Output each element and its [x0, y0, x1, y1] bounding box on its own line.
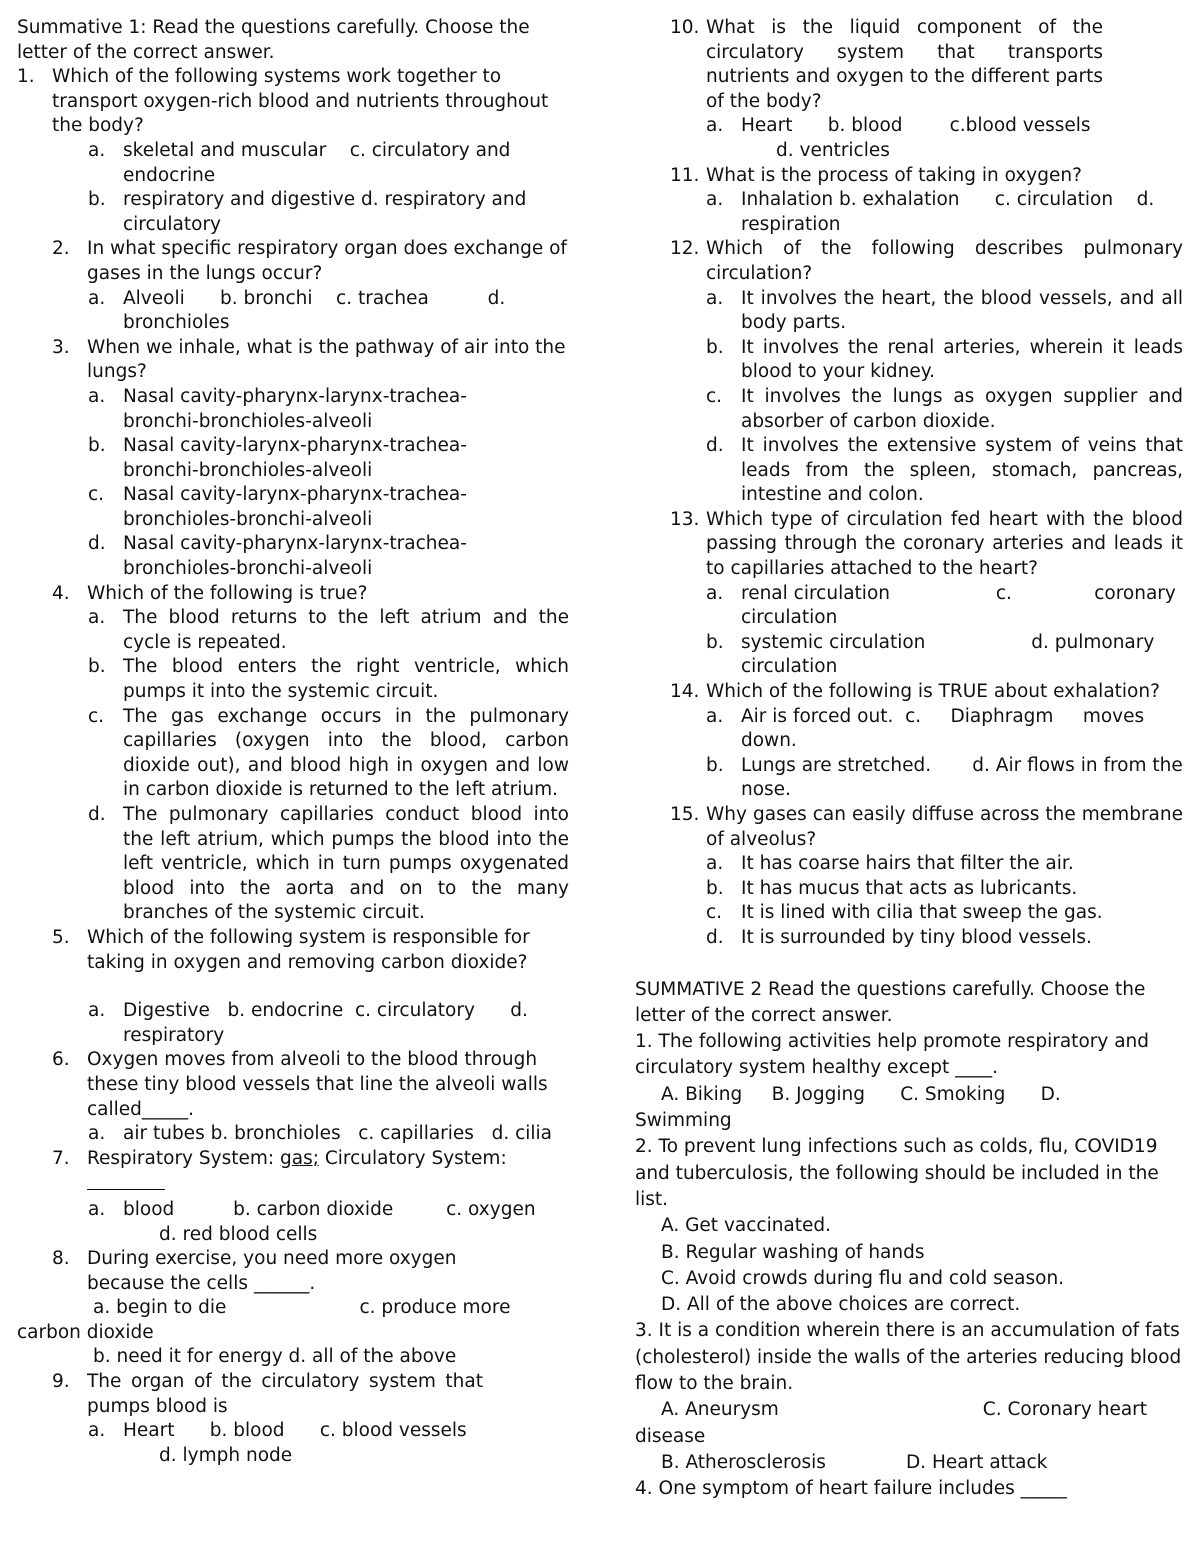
option	[635, 631, 1183, 680]
question-text: Which of the following systems work together to transport oxygen-rich blood and nutrients throughout the body?	[52, 66, 549, 137]
option-letter: d.	[88, 533, 106, 555]
option-text: disease	[635, 1425, 706, 1447]
option-text: d. lymph node	[159, 1444, 293, 1466]
question-number: 9.	[52, 1371, 70, 1393]
option	[17, 1198, 569, 1223]
question-text: Why gases can easily diffuse across the membrane of alveolus?	[706, 804, 1183, 850]
question-number: 4.	[52, 582, 70, 604]
option	[17, 999, 569, 1048]
option-letter: a.	[706, 853, 724, 875]
option-letter: a.	[88, 139, 106, 161]
left-column	[17, 16, 569, 1468]
question-text: The organ of the circulatory system that pumps blood is	[87, 1371, 483, 1417]
option-text: a. begin to die	[93, 1297, 227, 1319]
option-text: Digestive b. endocrine c. circulatory d. respiratory	[123, 1000, 534, 1046]
option-text: air tubes b. bronchioles c. capillaries d. cilia	[123, 1123, 553, 1145]
right-column	[635, 16, 1189, 1503]
option-letter: b.	[706, 877, 724, 899]
option-letter: a.	[706, 287, 724, 309]
option-letter: c.	[88, 484, 105, 506]
option-text: Nasal cavity-larynx-pharynx-trachea-bronchi-bronchioles-alveoli	[123, 435, 467, 481]
question-6	[17, 1048, 569, 1122]
option-letter: a.	[706, 582, 724, 604]
option-text: Heart b. blood c.blood vessels	[741, 115, 1091, 137]
option-text: Alveoli b. bronchi c. trachea d. bronchioles	[123, 287, 512, 334]
option-row	[635, 1450, 1183, 1476]
question-10	[635, 16, 1183, 114]
question-text: In what specific respiratory organ does exchange of gases in the lungs occur?	[87, 238, 567, 284]
question-text: Which type of circulation fed heart with the blood passing through the coronary arteries and leads it to capillaries attached to the heart?	[706, 508, 1183, 580]
question-number: 8.	[52, 1248, 70, 1270]
question-text: What is the liquid component of the circulatory system that transports nutrients and oxygen to the different parts of the body?	[706, 17, 1103, 112]
question-number: 15.	[670, 804, 700, 825]
question-11	[635, 164, 1183, 189]
option-text: B. Atherosclerosis	[661, 1451, 826, 1473]
option-text: It has mucus that acts as lubricants.	[741, 877, 1078, 899]
option	[635, 582, 1183, 631]
option	[17, 188, 569, 237]
option-letter: a.	[88, 1420, 106, 1442]
option-text: Swimming	[635, 1110, 732, 1132]
question-text: Which of the following system is responsible for taking in oxygen and removing carbon dioxide?	[87, 926, 530, 973]
question-number: 12.	[670, 238, 700, 260]
question-number: 3.	[52, 336, 70, 358]
option-text: It is lined with cilia that sweep the gas.	[741, 902, 1103, 924]
question-text: During exercise, you need more oxygen because the cells ______.	[87, 1248, 457, 1294]
option	[17, 606, 569, 655]
option	[17, 139, 569, 188]
option-letter: c.	[706, 385, 723, 407]
summative-2-title: SUMMATIVE 2 Read the questions carefully. Choose the letter of the correct answer.	[635, 978, 1146, 1026]
question-text: 1. The following activities help promote respiratory and circulatory system healthy except ____.	[635, 1031, 1149, 1079]
option-text: D. Heart attack	[905, 1451, 1048, 1473]
option	[635, 336, 1183, 385]
question-8	[17, 1247, 569, 1296]
question-number: 10.	[670, 17, 700, 38]
question-number: 11.	[670, 164, 700, 186]
option	[635, 705, 1183, 754]
question-3	[17, 336, 569, 385]
option-text: systemic circulation d. pulmonary circulation	[741, 631, 1161, 678]
option-letter: a.	[88, 1198, 106, 1220]
option-letter: d.	[706, 926, 724, 948]
question-text	[87, 1147, 569, 1172]
option-letter: a.	[88, 607, 106, 629]
option-letter: b.	[706, 336, 724, 358]
question-text: 2. To prevent lung infections such as colds, flu, COVID19 and tuberculosis, the following should be included in the list.	[635, 1136, 1159, 1210]
option	[17, 803, 569, 926]
answer-blank	[87, 1171, 165, 1190]
option-text: Heart b. blood c. blood vessels	[123, 1420, 467, 1442]
option-text: d. ventricles	[776, 139, 890, 161]
option-text: C. Avoid crowds during flu and cold season.	[661, 1267, 1065, 1289]
question-number: 6.	[52, 1049, 70, 1071]
option-text: A. Get vaccinated.	[661, 1215, 832, 1237]
question-text-part: Respiratory System:	[87, 1147, 280, 1169]
option-text: Nasal cavity-larynx-pharynx-trachea-bronchioles-bronchi-alveoli	[123, 484, 467, 530]
question-text: 3. It is a condition wherein there is an accumulation of fats (cholesterol) inside the walls of the arteries reducing blood flow to the brain.	[635, 1320, 1182, 1395]
option-text: It involves the lungs as oxygen supplier and absorber of carbon dioxide.	[741, 385, 1183, 432]
option-text: The blood returns to the left atrium and the cycle is repeated.	[123, 607, 569, 653]
option-text: renal circulation c. coronary circulation	[741, 582, 1182, 629]
option-letter: c.	[706, 902, 723, 924]
option	[17, 655, 569, 704]
option-text: carbon dioxide	[17, 1321, 154, 1343]
option-row	[17, 1296, 569, 1321]
option-letter: c.	[88, 705, 105, 727]
option-letter: b.	[88, 189, 106, 211]
option-text: A. Biking B. Jogging C. Smoking D.	[661, 1083, 1061, 1105]
option	[635, 852, 1183, 877]
question-text-part: Circulatory System:	[318, 1147, 507, 1169]
question-5	[17, 926, 569, 975]
option-letter: a.	[88, 1123, 106, 1145]
option-letter: a.	[88, 1000, 106, 1022]
option-text: Air is forced out. c. Diaphragm moves down.	[741, 705, 1151, 752]
option-row	[635, 1397, 1183, 1423]
question-2	[17, 237, 569, 286]
question-4	[17, 582, 569, 607]
option-text: Nasal cavity-pharynx-larynx-trachea-bronchi-bronchioles-alveoli	[123, 385, 467, 432]
question-14	[635, 680, 1183, 705]
option	[635, 434, 1183, 508]
option-text: It involves the renal arteries, wherein it leads blood to your kidney.	[741, 336, 1183, 383]
option	[635, 385, 1183, 434]
option-text: skeletal and muscular c. circulatory and endocrine	[123, 139, 517, 186]
option-text: b. need it for energy d. all of the above	[93, 1346, 457, 1368]
option-letter: a.	[88, 385, 106, 407]
question-13	[635, 508, 1183, 582]
question-number: 7.	[52, 1147, 70, 1169]
option-letter: a.	[706, 189, 724, 211]
question-text: What is the process of taking in oxygen?	[706, 164, 1082, 186]
underlined-word: gas;	[279, 1147, 319, 1169]
option-text: respiratory and digestive d. respiratory and circulatory	[123, 189, 527, 235]
option	[635, 287, 1183, 336]
option	[17, 705, 569, 803]
option-letter: a.	[706, 705, 724, 727]
option-text: Lungs are stretched. d. Air flows in from the nose.	[741, 754, 1189, 801]
question-text: When we inhale, what is the pathway of air into the lungs?	[87, 336, 566, 383]
option	[635, 188, 1183, 237]
question-text: Oxygen moves from alveoli to the blood through these tiny blood vessels that line the alveoli walls called_____.	[87, 1049, 548, 1120]
option	[635, 114, 1183, 139]
option-letter: b.	[88, 435, 106, 457]
option-text: Inhalation b. exhalation c. circulation d. respiration	[741, 189, 1161, 235]
summative-2-section	[635, 977, 1183, 1503]
question-9	[17, 1370, 569, 1419]
option-text: The gas exchange occurs in the pulmonary capillaries (oxygen into the blood, carbon dioxide out), and blood high in oxygen and low in carbon dioxide is returned to the left atrium.	[123, 705, 569, 801]
question-1	[17, 65, 569, 139]
option	[635, 901, 1183, 926]
option-text: The blood enters the right ventricle, which pumps it into the systemic circuit.	[123, 656, 569, 703]
option-text: It involves the extensive system of veins that leads from the spleen, stomach, pancreas, intestine and colon.	[741, 435, 1183, 506]
option-text: d. red blood cells	[159, 1223, 318, 1245]
option-text: blood b. carbon dioxide c. oxygen	[123, 1198, 536, 1220]
option	[17, 385, 569, 434]
question-text: Which of the following is true?	[87, 582, 368, 604]
option-letter: d.	[88, 804, 106, 825]
option	[17, 1122, 569, 1147]
question-7	[17, 1147, 569, 1198]
option-letter: a.	[88, 287, 106, 309]
question-number: 13.	[670, 508, 700, 530]
question-number: 2.	[52, 238, 70, 260]
question-number: 14.	[670, 681, 700, 703]
option	[17, 532, 569, 581]
question-number: 5.	[52, 926, 70, 948]
option-letter: b.	[706, 754, 724, 776]
option-text: It involves the heart, the blood vessels, and all body parts.	[741, 287, 1183, 334]
option	[17, 483, 569, 532]
question-number: 1.	[17, 66, 35, 88]
option-text: c. produce more	[359, 1297, 511, 1319]
option-text: A. Aneurysm	[661, 1399, 779, 1421]
option	[635, 754, 1189, 803]
option-letter: a.	[706, 115, 724, 137]
question-15	[635, 803, 1183, 852]
option-text: C. Coronary heart	[982, 1399, 1148, 1421]
option-text: Nasal cavity-pharynx-larynx-trachea-bronchioles-bronchi-alveoli	[123, 533, 467, 580]
option-letter: b.	[706, 631, 724, 653]
option	[17, 287, 569, 336]
option	[17, 434, 569, 483]
option-text: It has coarse hairs that filter the air.	[741, 853, 1074, 875]
option	[17, 1419, 569, 1444]
summative-1-title: Summative 1: Read the questions carefully. Choose the letter of the correct answer.	[17, 17, 530, 63]
option	[635, 926, 1183, 951]
option	[635, 877, 1183, 902]
option-text: It is surrounded by tiny blood vessels.	[741, 926, 1092, 948]
option-text: D. All of the above choices are correct.	[661, 1294, 1021, 1316]
option-text: B. Regular washing of hands	[661, 1241, 925, 1263]
question-12	[635, 237, 1183, 286]
option-letter: b.	[88, 656, 106, 678]
option-letter: d.	[706, 435, 724, 457]
question-text: 4. One symptom of heart failure includes _____	[635, 1478, 1067, 1500]
option-text: The pulmonary capillaries conduct blood into the left atrium, which pumps the blood into the left ventricle, which in turn pumps oxygenated blood into the aorta and on to the many branches of the systemic circuit.	[123, 804, 569, 924]
question-text: Which of the following describes pulmonary circulation?	[706, 238, 1183, 284]
question-text: Which of the following is TRUE about exhalation?	[706, 681, 1160, 703]
